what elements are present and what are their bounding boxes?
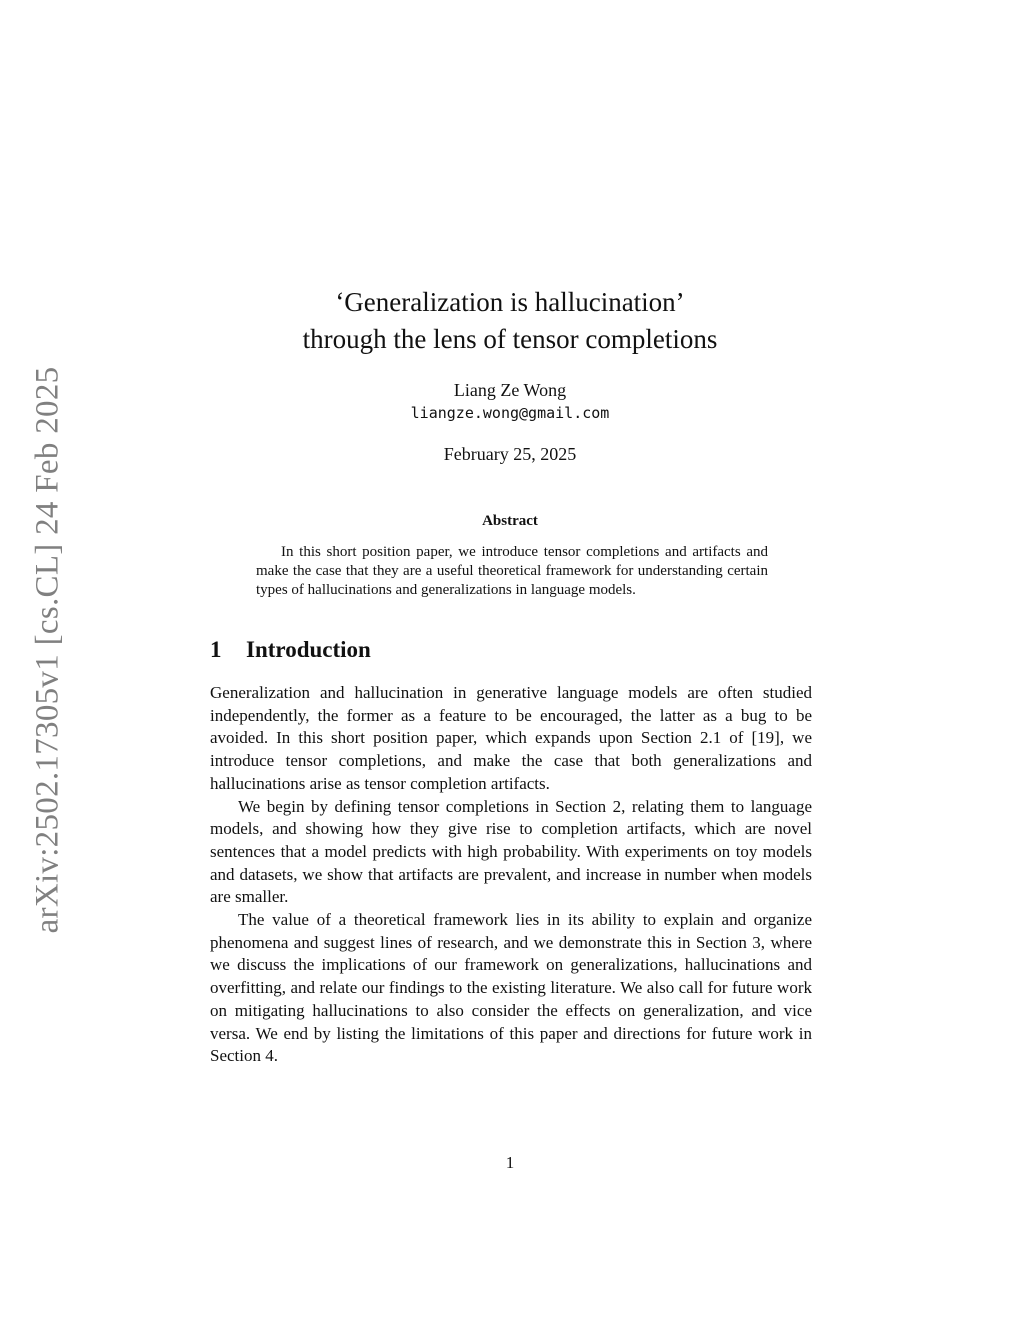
section-title: Introduction <box>246 637 371 662</box>
arxiv-identifier-stamp: arXiv:2502.17305v1 [cs.CL] 24 Feb 2025 <box>29 366 66 934</box>
paper-title <box>210 284 810 358</box>
introduction-body <box>210 682 812 1068</box>
abstract-heading: Abstract <box>482 513 538 529</box>
paper-title-line-1: ‘Generalization is hallucination’ <box>335 287 685 317</box>
section-number: 1 <box>210 637 222 662</box>
publication-date: February 25, 2025 <box>443 444 577 464</box>
section-heading-introduction <box>210 636 371 664</box>
paragraph-1: Generalization and hallucination in generative language models are often studied independently, the former as a feature to be encouraged, the latter as a bug to be avoided. In this short position paper, which expands upon Section 2.1 of [19], we introduce tensor completions, and make the case that both generalizations and hallucinations arise as tensor completion artifacts. <box>210 683 812 793</box>
paragraph-3: The value of a theoretical framework lies in its ability to explain and organize phenomena and suggest lines of research, and we demonstrate this in Section 3, where we discuss the implications of our framework on generalizations, hallucinations and overfitting, and relate our findings to the existing literature. We also call for future work on mitigating hallucinations to also consider the effects on generalization, and vice versa. We end by listing the limitations of this paper and directions for future work in Section 4. <box>210 910 812 1066</box>
paragraph-2: We begin by defining tensor completions in Section 2, relating them to language models, and showing how they give rise to completion artifacts, which are novel sentences that a model predicts with high probability. With experiments on toy models and datasets, we show that artifacts are prevalent, and increase in number when models are smaller. <box>210 796 812 907</box>
paper-title-line-2: through the lens of tensor completions <box>302 324 718 354</box>
author-email[interactable]: liangze.wong@gmail.com <box>410 404 610 422</box>
author-name: Liang Ze Wong <box>453 380 567 400</box>
page-number: 1 <box>505 1153 515 1172</box>
abstract-body: In this short position paper, we introduce tensor completions and artifacts and make the case that they are a useful theoretical framework for understanding certain types of hallucinations and generalizations in language models. <box>256 544 768 598</box>
